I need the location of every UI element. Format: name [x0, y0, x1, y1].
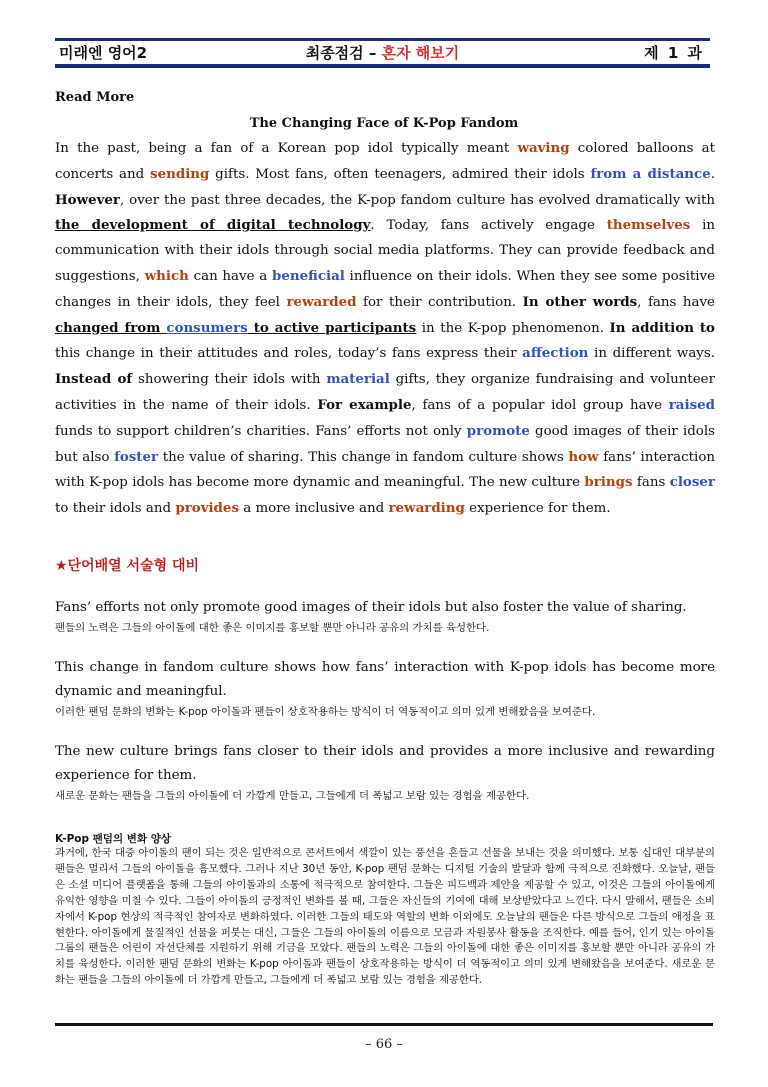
- passage-text: in communication with their idols through social media platforms. They can provide feedback and suggestions,: [55, 218, 715, 284]
- page-header: [55, 38, 710, 68]
- header-section-title: [55, 42, 710, 63]
- highlighted-phrase: For example: [317, 396, 412, 413]
- highlighted-phrase: how: [568, 448, 599, 465]
- highlighted-phrase: from a distance: [590, 165, 711, 182]
- sentence-pair: [55, 596, 715, 635]
- highlighted-phrase: the development of digital technology: [55, 217, 371, 234]
- highlighted-phrase: However: [55, 191, 120, 208]
- english-sentence: This change in fandom culture shows how fans’ interaction with K-pop idols has become more dynamic and meaningful.: [55, 660, 715, 699]
- highlighted-phrase: which: [144, 267, 189, 284]
- translation-body: 과거에, 한국 대중 아이돌의 팬이 되는 것은 일반적으로 콘서트에서 색깔이 있는 풍선을 흔들고 선물을 보내는 것을 의미했다. 보통 십대인 대부분의 팬들은 멀리서 그들의 아이돌을 흠모했다. 그러나 지난 30년 동안, K-pop 팬덤 문화는 디지털 기술의 발달과 함께 극적으로 진화했다. 오늘날, 팬들은 소셜 미디어 플랫폼을 통해 그들의 아이돌과의 소통에 적극적으로 참여한다. 그들은 피드백과 제안을 제공할 수 있고, 이것은 그들의 아이돌에게 유익한 영향을 미칠 수 있다. 그들이 아이돌의 긍정적인 변화를 볼 때, 그들은 자신들의 기여에 대해 보상받았다고 느낀다. 다시 말해서, 팬들은 소비자에서 K-pop 현상의 적극적인 참여자로 변화하였다. 이러한 그들의 태도와 역할의 변화 이외에도 오늘날의 팬들은 다른 방식으로 그들의 애정을 표현한다. 아이돌에게 물질적인 선물을 퍼붓는 대신, 그들은 그들의 아이돌의 이름으로 모금과 자원봉사 활동을 조직한다. 예를 들어, 인기 있는 아이돌 그룹의 팬들은 어린이 자선단체를 지원하기 위해 기금을 모았다. 팬들의 노력은 그들의 아이돌에 대한 좋은 이미지를 홍보할 뿐만 아니라 공유의 가치를 육성한다. 이러한 팬덤 문화의 변화는 K-pop 아이돌과 팬들이 상호작용하는 방식이 더 역동적이고 의미 있게 변해왔음을 보여준다. 새로운 문화는 팬들을 그들의 아이돌에 더 가깝게 만들고, 그들에게 더 폭넓고 보람 있는 경험을 제공한다.: [55, 847, 715, 987]
- passage-text: influence on their idols. When they see some positive changes in their idols, they feel: [55, 268, 716, 310]
- korean-translation: 이러한 팬덤 문화의 변화는 K-pop 아이돌과 팬들이 상호작용하는 방식이 더 역동적이고 의미 있게 변해왔음을 보여준다.: [55, 706, 596, 718]
- passage-text: , over the past three decades, the K-pop fandom culture has evolved dramatically with: [120, 192, 715, 208]
- header-bottom-rule: [55, 64, 710, 68]
- highlighted-phrase: beneficial: [271, 267, 345, 284]
- highlighted-phrase: Instead of: [55, 371, 133, 388]
- sentence-pair: [55, 740, 715, 803]
- header-textbook-title: 미래엔 영어2: [59, 44, 148, 62]
- highlighted-phrase: promote: [466, 422, 530, 439]
- highlighted-phrase: In addition to: [609, 319, 715, 336]
- passage-text: a more inclusive and: [238, 501, 389, 517]
- passage-text: funds to support children’s charities. Fans’ efforts not only: [55, 423, 467, 439]
- passage-text: in different ways.: [588, 346, 715, 362]
- highlighted-phrase: changed from: [55, 319, 167, 336]
- passage-text: experience for them.: [464, 501, 611, 517]
- passage-text: fans’ interaction with K-pop idols has become more dynamic and meaningful. The new culture: [55, 449, 716, 491]
- read-more-label: Read More: [55, 90, 135, 105]
- korean-translation: 팬들의 노력은 그들의 아이돌에 대한 좋은 이미지를 홍보할 뿐만 아니라 공유의 가치를 육성한다.: [55, 622, 490, 634]
- passage-text: good images of their idols but also: [55, 423, 715, 465]
- passage-text: gifts, they organize fundraising and volunteer activities in the name of their idols.: [55, 372, 715, 413]
- translation-block: [55, 832, 715, 989]
- header-section-accent: 혼자 해보기: [381, 44, 460, 62]
- passage-text: can have a: [188, 268, 272, 284]
- english-sentence: Fans’ efforts not only promote good images of their idols but also foster the value of sharing.: [55, 600, 687, 615]
- header-top-rule: [55, 38, 710, 41]
- highlighted-phrase: consumers: [166, 319, 248, 336]
- highlighted-phrase: In other words: [522, 293, 638, 310]
- highlighted-phrase: rewarding: [388, 500, 465, 517]
- passage-text: , fans have: [637, 294, 715, 310]
- highlighted-phrase: raised: [668, 396, 715, 413]
- passage-text: showering their idols with: [132, 372, 327, 388]
- highlighted-phrase: sending: [150, 165, 210, 182]
- highlighted-phrase: themselves: [606, 217, 691, 234]
- header-lesson-number: 제 1 과: [644, 44, 702, 62]
- passage-text: this change in their attitudes and roles, today’s fans express their: [55, 346, 523, 362]
- highlighted-phrase: provides: [175, 500, 239, 517]
- page-number: – 66 –: [365, 1037, 403, 1052]
- highlighted-phrase: rewarded: [286, 293, 357, 310]
- highlighted-phrase: waving: [517, 140, 570, 156]
- sentence-pair: [55, 656, 715, 719]
- highlighted-phrase: to active participants: [247, 319, 417, 336]
- korean-translation: 새로운 문화는 팬들을 그들의 아이돌에 더 가깝게 만들고, 그들에게 더 폭넓고 보람 있는 경험을 제공한다.: [55, 790, 530, 802]
- highlighted-phrase: material: [326, 371, 390, 388]
- passage-text: . Today, fans actively engage: [370, 218, 607, 234]
- passage-text: In the past, being a fan of a Korean pop idol typically meant: [55, 141, 518, 156]
- passage-text: gifts. Most fans, often teenagers, admired their idols: [209, 166, 591, 182]
- translation-title: K-Pop 팬덤의 변화 양상: [55, 833, 171, 845]
- passage-text: fans: [632, 475, 670, 491]
- passage-text: in the K-pop phenomenon.: [416, 320, 610, 336]
- section-title: ★단어배열 서술형 대비: [55, 558, 200, 574]
- passage-text: , fans of a popular idol group have: [411, 397, 669, 413]
- passage-text: the value of sharing. This change in fandom culture shows: [158, 449, 569, 465]
- passage-title: The Changing Face of K-Pop Fandom: [249, 116, 519, 131]
- english-sentence: The new culture brings fans closer to their idols and provides a more inclusive and rewarding experience for them.: [55, 744, 715, 783]
- reading-passage: [55, 136, 715, 522]
- highlighted-phrase: brings: [584, 474, 633, 491]
- passage-text: colored balloons at concerts and: [55, 141, 715, 182]
- footer-rule: [55, 1023, 713, 1026]
- passage-text: to their idols and: [55, 501, 176, 517]
- highlighted-phrase: foster: [114, 448, 159, 465]
- header-section-prefix: 최종점검 –: [305, 44, 382, 62]
- passage-text: for their contribution.: [356, 294, 523, 310]
- passage-text: .: [710, 166, 715, 182]
- highlighted-phrase: closer: [669, 474, 715, 491]
- highlighted-phrase: affection: [522, 345, 589, 362]
